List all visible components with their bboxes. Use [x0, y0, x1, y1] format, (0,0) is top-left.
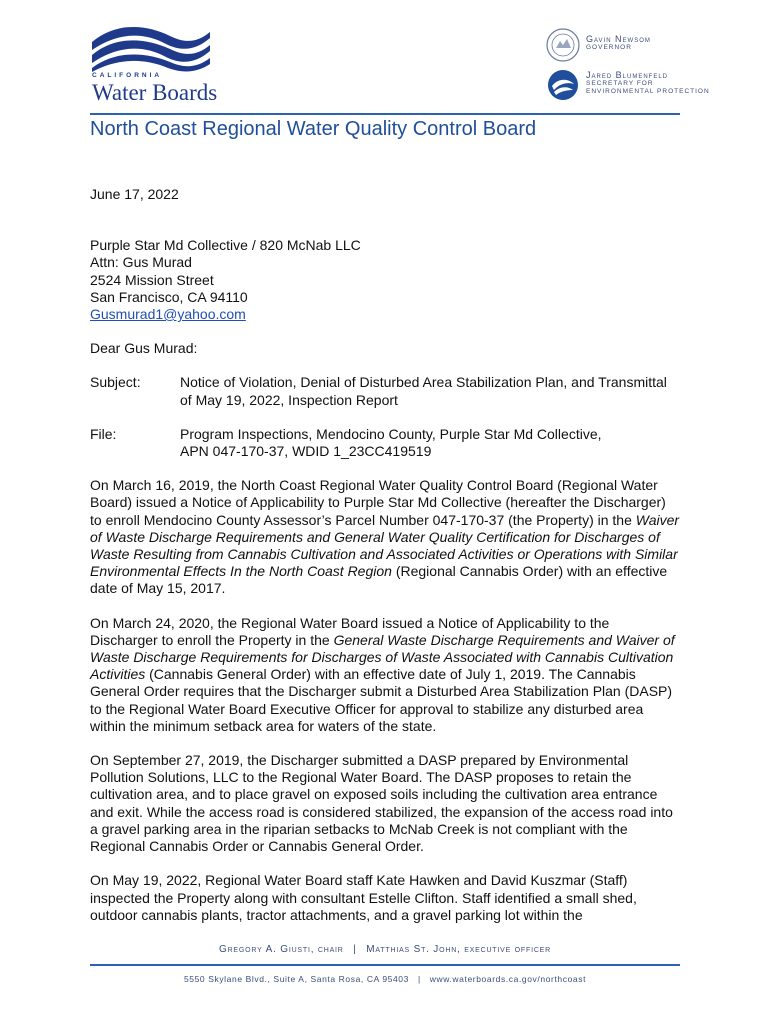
secretary-title-2: ENVIRONMENTAL PROTECTION — [586, 88, 710, 95]
footer-divider — [90, 964, 680, 966]
chair-title: , chair — [310, 944, 344, 955]
officials-block — [546, 28, 766, 108]
secretary-info — [586, 70, 710, 96]
recipient-line: 2524 Mission Street — [90, 271, 214, 288]
header-divider — [90, 113, 680, 115]
file-line: APN 047-170-37, WDID 1_23CC419519 — [180, 443, 432, 460]
footer-address — [0, 974, 770, 984]
file-text — [180, 426, 680, 460]
office-address: 5550 Skylane Blvd., Suite A, Santa Rosa, CA 95403 — [183, 974, 409, 984]
governor-info — [586, 34, 651, 52]
file-label: File: — [90, 425, 117, 442]
board-title: North Coast Regional Water Quality Control Board — [90, 118, 537, 140]
logo-title: Water Boards — [92, 80, 218, 105]
secretary-name: Jared Blumenfeld — [586, 70, 669, 80]
paragraph-3: On September 27, 2019, the Discharger submitted a DASP prepared by Environmental Pollution Solutions, LLC to the Regional Water Board. The DASP proposes to retain the cultivation area, and to place gravel on exposed soils including the cultivation area entrance and exit. While the access road is considered stabilized, the expansion of the access road into a gravel parking area in the riparian setbacks to McNab Creek is not compliant with the Regional Cannabis Order or Cannabis General Order. — [90, 752, 673, 855]
water-boards-logo — [86, 22, 216, 104]
paragraph-2: On March 24, 2020, the Regional Water Board issued a Notice of Applicability to the Discharger to enroll the Property in the General Waste Discharge Requirements and Waiver of Waste Discharge Requirements for Discharges of Waste Associated with Cannabis Cultivation Activities (Cannabis General Order) with an effective date of July 1, 2019. The Cannabis General Order requires that the Discharger submit a Disturbed Area Stabilization Plan (DASP) to the Regional Water Board Executive Officer for approval to stabilize any disturbed area within the minimum setback area for waters of the state. — [90, 614, 675, 734]
file-line: Program Inspections, Mendocino County, Purple Star Md Collective, — [180, 425, 602, 442]
chair-name: Gregory A. Giusti — [219, 944, 311, 955]
governor-title: GOVERNOR — [586, 44, 632, 51]
recipient-line: San Francisco, CA 94110 — [90, 288, 248, 305]
subject-text: Notice of Violation, Denial of Disturbed Area Stabilization Plan, and Transmittal of May 19, 2022, Inspection Report — [180, 374, 667, 408]
recipient-email-link[interactable]: Gusmurad1@yahoo.com — [90, 306, 246, 323]
state-seal-icon — [546, 28, 580, 62]
website-link[interactable]: www.waterboards.ca.gov/northcoast — [429, 974, 587, 984]
governor-name: Gavin Newsom — [586, 34, 651, 44]
logo-state-text: CALIFORNIA — [92, 72, 163, 79]
paragraph-1: On March 16, 2019, the North Coast Regional Water Quality Control Board (Regional Water Board) issued a Notice of Applicability to Purple Star Md Collective (hereafter the Discharger) to enroll Mendocino County Assessor’s Parcel Number 047-170-37 (the Property) in the Waiver of Waste Discharge Requirements and General Water Quality Certification for Discharges of Waste Resulting from Cannabis Cultivation and Associated Activities or Operations with Similar Environmental Effects In the North Coast Region (Regional Cannabis Order) with an effective date of May 15, 2017. — [90, 477, 680, 597]
file-row — [90, 426, 680, 460]
footer-separator: | — [353, 944, 357, 955]
footer-officials — [0, 944, 770, 955]
waves-icon — [86, 22, 216, 72]
eo-name: Matthias St. John — [366, 944, 458, 955]
paragraph-4: On May 19, 2022, Regional Water Board staff Kate Hawken and David Kuszmar (Staff) inspected the Property along with consultant Estelle Clifton. Staff identified a small shed, outdoor cannabis plants, tractor attachments, and a gravel parking lot within the — [90, 872, 637, 923]
letter-body — [90, 186, 680, 924]
recipient-line: Attn: Gus Murad — [90, 254, 192, 271]
footer-separator: | — [417, 974, 421, 984]
subject-row — [90, 374, 680, 408]
calepa-logo-icon — [546, 68, 580, 102]
salutation: Dear Gus Murad: — [90, 340, 198, 357]
recipient-address — [90, 237, 680, 323]
recipient-line: Purple Star Md Collective / 820 McNab LLC — [90, 237, 361, 254]
letter-date: June 17, 2022 — [90, 186, 179, 202]
eo-title: , executive officer — [457, 944, 551, 955]
subject-label: Subject: — [90, 374, 141, 391]
secretary-title-1: SECRETARY FOR — [586, 80, 654, 87]
